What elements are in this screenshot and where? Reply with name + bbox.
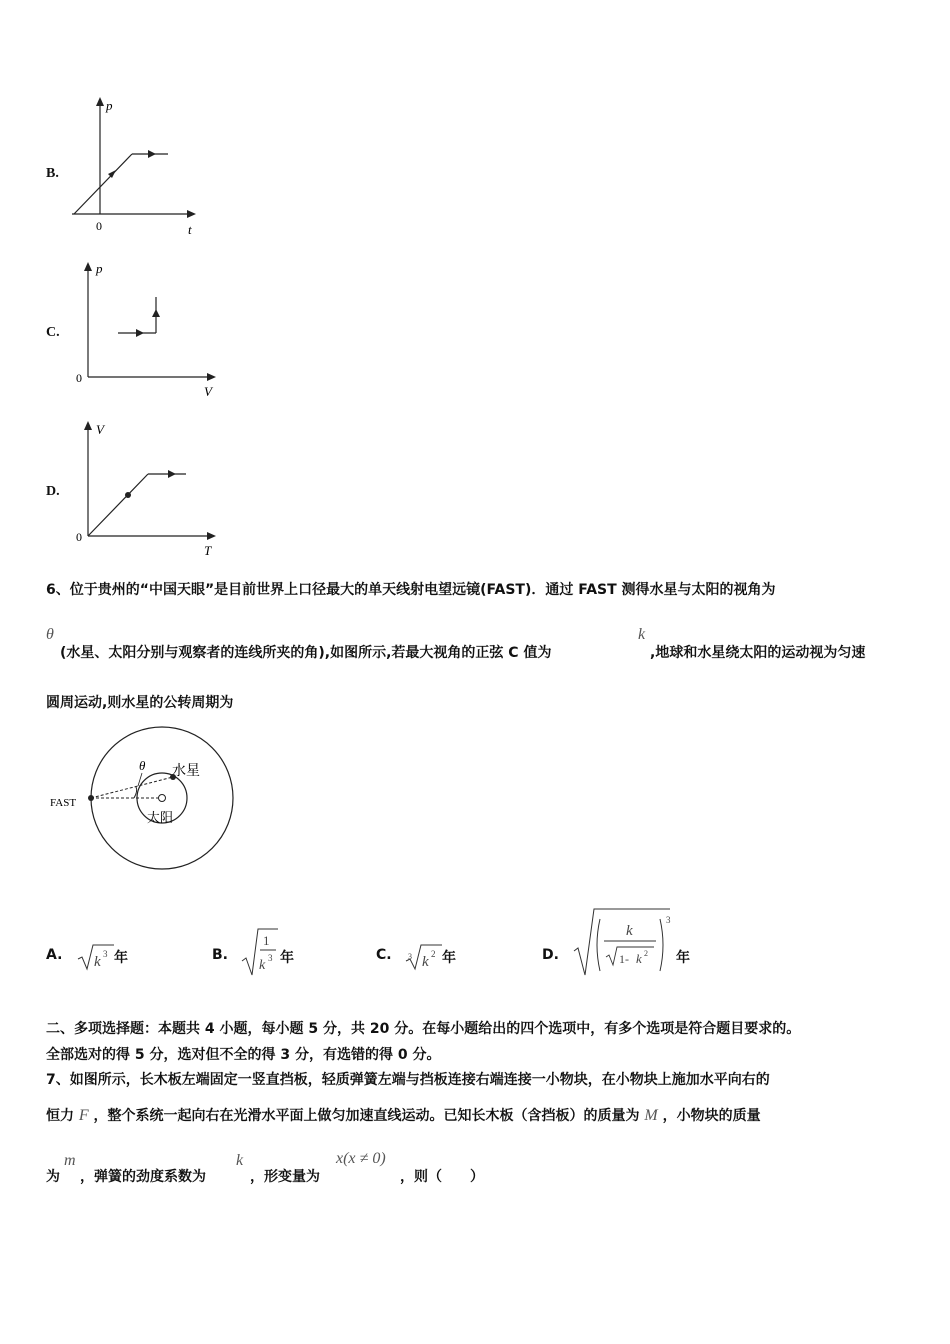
- q7-line3-text-c: ，形变量为: [250, 1169, 320, 1185]
- svg-text:2: 2: [431, 949, 436, 959]
- force-symbol: F: [78, 1107, 89, 1124]
- option-b-label: B.: [46, 166, 59, 181]
- svg-text:3: 3: [666, 915, 671, 925]
- option-a-label: A.: [46, 947, 63, 963]
- q6-orbit-figure: [46, 725, 246, 875]
- q6-line2-text-b: ,地球和水星绕太阳的运动视为匀速: [650, 645, 866, 661]
- d-origin-label: 0: [76, 530, 82, 544]
- svg-text:k: k: [636, 951, 642, 966]
- svg-text:2: 2: [644, 949, 648, 958]
- section2-line2: 全部选对的得 5 分，选对但不全的得 3 分，有选错的得 0 分。: [46, 1047, 441, 1063]
- q6-line2-text-a: (水星、太阳分别与观察者的连线所夹的角),如图所示,若最大视角的正弦 C 值为: [60, 645, 552, 661]
- option-d-answer-label: D.: [542, 947, 559, 963]
- k-symbol: k: [638, 626, 646, 643]
- svg-text:3: 3: [103, 949, 108, 959]
- fast-label: FAST: [50, 797, 77, 809]
- svg-text:1: 1: [263, 933, 270, 948]
- option-c-formula: [404, 941, 444, 973]
- q6-line1: 6、位于贵州的“中国天眼”是目前世界上口径最大的单天线射电望远镜(FAST)．通过 FAST 测得水星与太阳的视角为: [46, 582, 776, 598]
- q7-line3-text-b: ，弹簧的劲度系数为: [80, 1169, 206, 1185]
- q7-line2: [46, 1105, 761, 1125]
- option-b-answer-label: B.: [212, 947, 228, 963]
- mercury-label: 水星: [172, 764, 200, 779]
- q6-line2: [46, 626, 916, 666]
- option-c-answer-label: C.: [376, 947, 392, 963]
- option-c-graph: [70, 255, 230, 400]
- q7-line2-text-b: ，整个系统一起向右在光滑水平面上做匀加速直线运动。已知长木板（含挡板）的质量为: [93, 1108, 640, 1124]
- c-x-axis-label: V: [204, 384, 212, 399]
- option-a-unit: 年: [114, 950, 128, 966]
- sun-label: 太阳: [147, 810, 174, 825]
- svg-text:k: k: [259, 958, 266, 973]
- c-origin-label: 0: [76, 371, 82, 385]
- q7-line3-text-a: 为: [46, 1169, 60, 1185]
- b-origin-label: 0: [96, 219, 102, 233]
- option-b-formula: [240, 925, 280, 979]
- q7-line3: [46, 1150, 646, 1190]
- d-x-axis-label: T: [204, 543, 212, 558]
- svg-text:k: k: [94, 954, 101, 970]
- option-d-graph: [70, 412, 230, 560]
- option-d-unit: 年: [676, 950, 690, 966]
- option-b-unit: 年: [280, 950, 294, 966]
- q7-line2-text-a: 恒力: [46, 1108, 74, 1124]
- option-d-formula: [570, 905, 680, 977]
- option-d-label: D.: [46, 484, 60, 499]
- mass-m-symbol: m: [64, 1152, 76, 1169]
- q6-options: [46, 905, 926, 985]
- q7-line1: 7、如图所示，长木板左端固定一竖直挡板，轻质弹簧左端与挡板连接右端连接一小物块，在小物块上施加水平向右的: [46, 1072, 770, 1088]
- svg-text:k: k: [422, 954, 429, 970]
- svg-text:k: k: [626, 923, 633, 939]
- theta-symbol: θ: [46, 626, 54, 643]
- spring-k-symbol: k: [236, 1152, 244, 1169]
- theta-figure-label: θ: [139, 758, 146, 773]
- q7-line3-text-d: ，则（ ）: [400, 1169, 484, 1185]
- b-y-axis-label: p: [106, 98, 113, 113]
- option-b-graph: [60, 92, 210, 242]
- option-a-formula: [76, 941, 116, 973]
- svg-text:1-: 1-: [619, 952, 629, 966]
- section2-line1: 二、多项选择题：本题共 4 小题，每小题 5 分，共 20 分。在每小题给出的四个选项中，有多个选项是符合题目要求的。: [46, 1021, 801, 1037]
- mass-M-symbol: M: [644, 1107, 658, 1124]
- d-y-axis-label: V: [96, 422, 104, 437]
- option-c-unit: 年: [442, 950, 456, 966]
- svg-text:3: 3: [268, 953, 273, 963]
- b-x-axis-label: t: [188, 222, 192, 237]
- q7-line2-text-c: ，小物块的质量: [662, 1108, 761, 1124]
- svg-text:3: 3: [408, 952, 412, 961]
- option-c-label: C.: [46, 325, 60, 340]
- q6-line3: 圆周运动,则水星的公转周期为: [46, 695, 234, 711]
- deformation-symbol: x(x ≠ 0): [336, 1150, 386, 1167]
- c-y-axis-label: p: [96, 261, 103, 276]
